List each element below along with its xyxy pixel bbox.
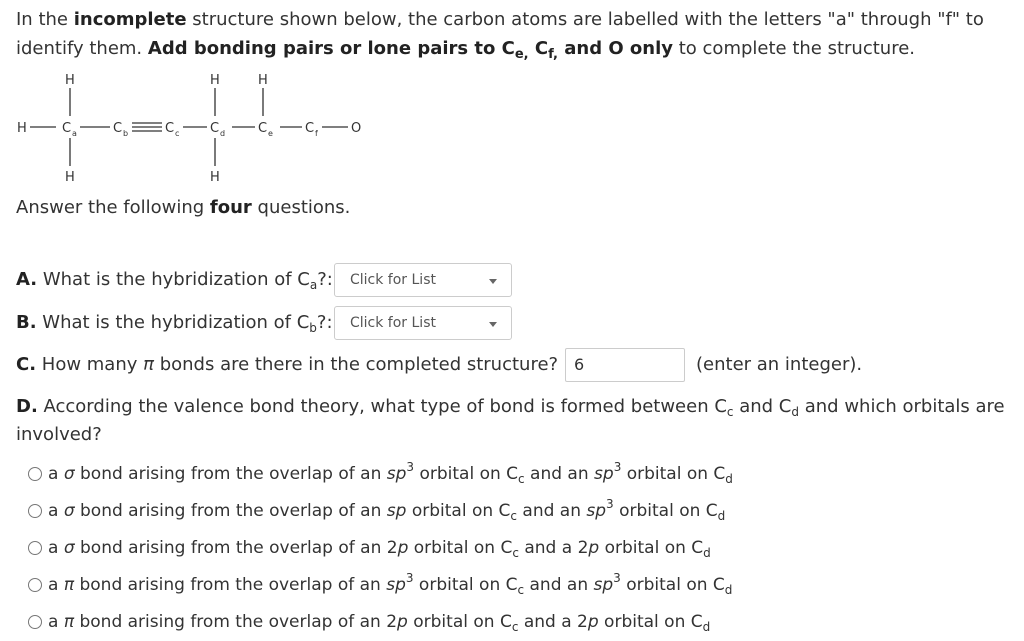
intro-line-1 bbox=[16, 8, 984, 32]
question-a-select[interactable] bbox=[334, 263, 512, 297]
label-e: e bbox=[268, 129, 273, 138]
label-f: f bbox=[315, 129, 318, 138]
atom-cf: C bbox=[305, 121, 315, 136]
question-a: A. What is the hybridization of $C_a$?: bbox=[16, 269, 333, 292]
option-radio[interactable]: a π bond arising from the overlap of an 2p orbital on $C_c$ and a 2p orbital on $C_d$ bbox=[28, 604, 710, 638]
atom-h: H bbox=[65, 170, 75, 185]
atom-h: H bbox=[210, 73, 220, 88]
atom-h: H bbox=[210, 170, 220, 185]
input-value: 6 bbox=[574, 355, 585, 374]
answer-intro: Answer the following four questions. bbox=[16, 197, 351, 218]
radio-button[interactable] bbox=[28, 467, 42, 481]
intro-instruction: Add bonding pairs or lone pairs to $C_{e,}$ $C_{f,}$ and O only bbox=[147, 38, 674, 62]
intro-text: In the bbox=[16, 9, 74, 30]
caret-down-icon bbox=[489, 279, 497, 284]
atom-h: H bbox=[258, 73, 268, 88]
atom-cc: C bbox=[165, 121, 175, 136]
atom-cd: C bbox=[210, 121, 220, 136]
atom-cb: C bbox=[113, 121, 123, 136]
option-radio[interactable]: a σ bond arising from the overlap of an sp orbital on $C_c$ and an $sp^3$ orbital on $C_d$ bbox=[28, 493, 725, 527]
radio-button[interactable] bbox=[28, 578, 42, 592]
option-radio[interactable]: a π bond arising from the overlap of an $sp^3$ orbital on $C_c$ and an $sp^3$ orbital on $C_d$ bbox=[28, 567, 732, 601]
intro-text: to complete the structure. bbox=[673, 38, 915, 59]
atom-h: H bbox=[65, 73, 75, 88]
pi-bonds-input[interactable] bbox=[565, 348, 685, 382]
label-a: a bbox=[72, 129, 77, 138]
lewis-structure-diagram bbox=[0, 68, 420, 188]
question-c: C. How many π bonds are there in the completed structure? bbox=[16, 354, 559, 375]
atom-ca: C bbox=[62, 121, 72, 136]
atom-h: H bbox=[17, 121, 27, 136]
atom-o: O bbox=[351, 121, 362, 136]
question-b-select[interactable] bbox=[334, 306, 512, 340]
question-d-cont: involved? bbox=[16, 424, 102, 445]
intro-line-2 bbox=[16, 37, 915, 67]
label-b: b bbox=[123, 129, 129, 138]
option-radio[interactable]: a σ bond arising from the overlap of an 2p orbital on $C_c$ and a 2p orbital on $C_d$ bbox=[28, 530, 711, 564]
atom-ce: C bbox=[258, 121, 268, 136]
question-b: B. What is the hybridization of $C_b$?: bbox=[16, 312, 333, 335]
select-placeholder: Click for List bbox=[350, 272, 436, 288]
intro-text: identify them. bbox=[16, 38, 148, 59]
radio-button[interactable] bbox=[28, 504, 42, 518]
select-placeholder: Click for List bbox=[350, 315, 436, 331]
integer-hint: (enter an integer). bbox=[696, 354, 863, 375]
question-d: D. According the valence bond theory, what type of bond is formed between $C_c$ and $C_d$ and which orbitals are bbox=[16, 396, 1005, 419]
intro-emphasis: incomplete bbox=[73, 9, 187, 30]
label-c: c bbox=[175, 129, 180, 138]
option-radio[interactable]: a σ bond arising from the overlap of an $sp^3$ orbital on $C_c$ and an $sp^3$ orbital on $C_d$ bbox=[28, 456, 733, 490]
intro-text: structure shown below, the carbon atoms are labelled with the letters "a" through "f" to bbox=[186, 9, 984, 30]
caret-down-icon bbox=[489, 322, 497, 327]
radio-button[interactable] bbox=[28, 615, 42, 629]
label-d: d bbox=[220, 129, 226, 138]
radio-button[interactable] bbox=[28, 541, 42, 555]
